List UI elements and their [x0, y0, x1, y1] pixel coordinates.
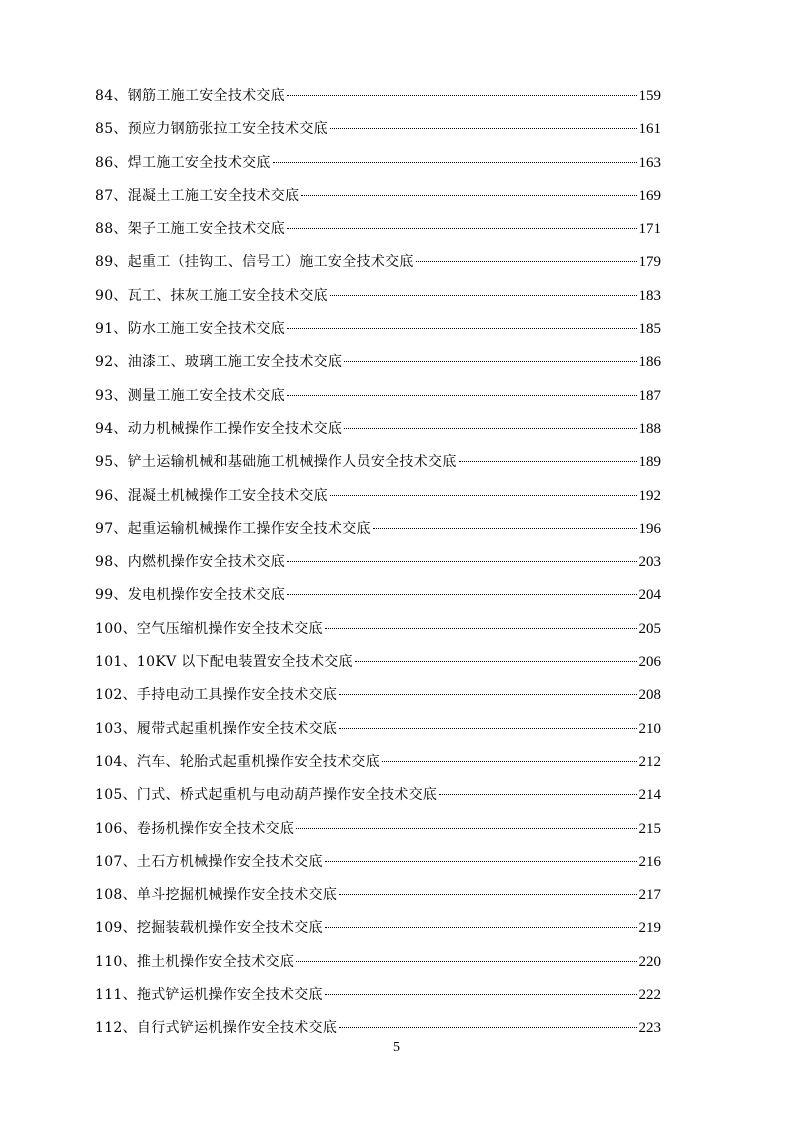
toc-entry-page: 203	[638, 554, 661, 571]
toc-entry-title: 105、门式、桥式起重机与电动葫芦操作安全技术交底	[95, 787, 438, 804]
toc-dot-leader	[373, 528, 637, 529]
toc-entry-page: 212	[638, 753, 661, 770]
toc-dot-leader	[344, 361, 636, 362]
toc-entry-page: 186	[638, 354, 661, 371]
toc-entry[interactable]	[95, 746, 661, 779]
toc-dot-leader	[296, 961, 636, 962]
toc-entry[interactable]	[95, 413, 661, 446]
toc-entry[interactable]	[95, 646, 661, 679]
toc-entry[interactable]	[95, 313, 661, 346]
toc-entry-page: 222	[638, 987, 661, 1004]
toc-dot-leader	[339, 728, 636, 729]
toc-entry[interactable]	[95, 513, 661, 546]
toc-entry-page: 205	[638, 620, 661, 637]
toc-entry-title: 91、防水工施工安全技术交底	[95, 321, 286, 338]
toc-entry-page: 196	[638, 520, 661, 537]
toc-entry-title: 84、钢筋工施工安全技术交底	[95, 88, 286, 104]
toc-dot-leader	[330, 495, 637, 496]
toc-dot-leader	[355, 661, 637, 662]
toc-entry-title: 109、挖掘装载机操作安全技术交底	[95, 920, 323, 937]
toc-entry-page: 206	[638, 654, 661, 671]
toc-entry-title: 94、动力机械操作工操作安全技术交底	[95, 420, 343, 437]
toc-entry-title: 93、测量工施工安全技术交底	[95, 387, 286, 404]
toc-entry-page: 192	[638, 487, 661, 504]
toc-entry-title: 89、起重工（挂钩工、信号工）施工安全技术交底	[95, 254, 414, 271]
toc-dot-leader	[459, 461, 637, 462]
toc-dot-leader	[287, 328, 636, 329]
toc-entry-title: 95、铲土运输机械和基础施工机械操作人员安全技术交底	[95, 454, 457, 471]
toc-entry[interactable]	[95, 679, 661, 712]
toc-entry-title: 101、10KV 以下配电装置安全技术交底	[95, 654, 353, 671]
toc-entry-page: 223	[638, 1020, 661, 1037]
toc-dot-leader	[287, 594, 636, 595]
toc-entry[interactable]	[95, 912, 661, 945]
toc-dot-leader	[325, 861, 637, 862]
toc-dot-leader	[439, 794, 636, 795]
toc-entry[interactable]	[95, 579, 661, 612]
toc-entry[interactable]	[95, 713, 661, 746]
toc-entry[interactable]	[95, 80, 661, 113]
toc-entry[interactable]	[95, 779, 661, 812]
toc-entry[interactable]	[95, 280, 661, 313]
toc-entry-title: 97、起重运输机械操作工操作安全技术交底	[95, 520, 371, 537]
toc-entry[interactable]	[95, 147, 661, 180]
toc-entry-page: 189	[638, 454, 661, 471]
toc-entry[interactable]	[95, 113, 661, 146]
toc-entry-page: 220	[638, 953, 661, 970]
toc-dot-leader	[287, 228, 636, 229]
toc-entry-page: 185	[638, 321, 661, 338]
toc-entry-page: 217	[638, 887, 661, 904]
toc-dot-leader	[287, 561, 636, 562]
toc-entry-page: 216	[638, 853, 661, 870]
toc-dot-leader	[339, 1027, 636, 1028]
toc-entry-title: 103、履带式起重机操作安全技术交底	[95, 720, 338, 737]
toc-entry-title: 99、发电机操作安全技术交底	[95, 587, 286, 604]
toc-entry-page: 163	[638, 154, 661, 171]
toc-dot-leader	[339, 894, 636, 895]
toc-entry-page: 208	[638, 687, 661, 704]
toc-entry-page: 183	[638, 287, 661, 304]
toc-entry-page: 169	[638, 187, 661, 204]
toc-entry-page: 215	[638, 820, 661, 837]
toc-entry-title: 96、混凝土机械操作工安全技术交底	[95, 487, 328, 504]
toc-entry[interactable]	[95, 813, 661, 846]
toc-entry-title: 85、预应力钢筋张拉工安全技术交底	[95, 121, 328, 138]
toc-dot-leader	[296, 828, 636, 829]
toc-dot-leader	[287, 95, 636, 96]
toc-entry-page: 204	[638, 587, 661, 604]
toc-entry-title: 98、内燃机操作安全技术交底	[95, 554, 286, 571]
toc-entry-page: 159	[638, 88, 661, 104]
toc-entry[interactable]	[95, 613, 661, 646]
toc-dot-leader	[416, 261, 637, 262]
toc-entry[interactable]	[95, 546, 661, 579]
table-of-contents	[95, 80, 661, 1046]
toc-dot-leader	[287, 395, 636, 396]
toc-dot-leader	[301, 195, 636, 196]
toc-entry[interactable]	[95, 946, 661, 979]
toc-dot-leader	[330, 128, 637, 129]
toc-entry-page: 219	[638, 920, 661, 937]
toc-dot-leader	[339, 694, 636, 695]
toc-entry[interactable]	[95, 180, 661, 213]
toc-dot-leader	[344, 428, 636, 429]
toc-entry[interactable]	[95, 346, 661, 379]
toc-entry-title: 102、手持电动工具操作安全技术交底	[95, 687, 338, 704]
toc-entry-title: 112、自行式铲运机操作安全技术交底	[95, 1020, 338, 1037]
toc-entry[interactable]	[95, 846, 661, 879]
toc-dot-leader	[325, 927, 637, 928]
toc-dot-leader	[325, 994, 637, 995]
toc-entry[interactable]	[95, 246, 661, 279]
toc-entry-title: 86、焊工施工安全技术交底	[95, 154, 271, 171]
toc-dot-leader	[330, 295, 637, 296]
toc-dot-leader	[382, 761, 636, 762]
toc-entry-title: 111、拖式铲运机操作安全技术交底	[95, 987, 323, 1004]
toc-entry[interactable]	[95, 979, 661, 1012]
toc-entry-page: 187	[638, 387, 661, 404]
page-number: 5	[393, 1040, 400, 1055]
toc-entry-title: 104、汽车、轮胎式起重机操作安全技术交底	[95, 753, 381, 770]
toc-entry[interactable]	[95, 879, 661, 912]
toc-entry[interactable]	[95, 446, 661, 479]
toc-entry[interactable]	[95, 480, 661, 513]
toc-entry-page: 161	[638, 121, 661, 138]
toc-entry[interactable]	[95, 213, 661, 246]
toc-entry-title: 88、架子工施工安全技术交底	[95, 221, 286, 238]
toc-dot-leader	[325, 628, 637, 629]
toc-entry-title: 106、卷扬机操作安全技术交底	[95, 820, 295, 837]
toc-entry-page: 179	[638, 254, 661, 271]
toc-entry-title: 90、瓦工、抹灰工施工安全技术交底	[95, 287, 328, 304]
toc-entry-page: 214	[638, 787, 661, 804]
toc-entry-title: 87、混凝土工施工安全技术交底	[95, 187, 300, 204]
toc-entry-page: 210	[638, 720, 661, 737]
toc-dot-leader	[273, 162, 637, 163]
toc-entry[interactable]	[95, 380, 661, 413]
toc-entry-title: 110、推土机操作安全技术交底	[95, 953, 295, 970]
toc-entry-title: 108、单斗挖掘机械操作安全技术交底	[95, 887, 338, 904]
toc-entry-page: 188	[638, 420, 661, 437]
toc-entry-title: 92、油漆工、玻璃工施工安全技术交底	[95, 354, 343, 371]
toc-entry-title: 107、土石方机械操作安全技术交底	[95, 853, 323, 870]
toc-entry-page: 171	[638, 221, 661, 238]
toc-entry-title: 100、空气压缩机操作安全技术交底	[95, 620, 323, 637]
